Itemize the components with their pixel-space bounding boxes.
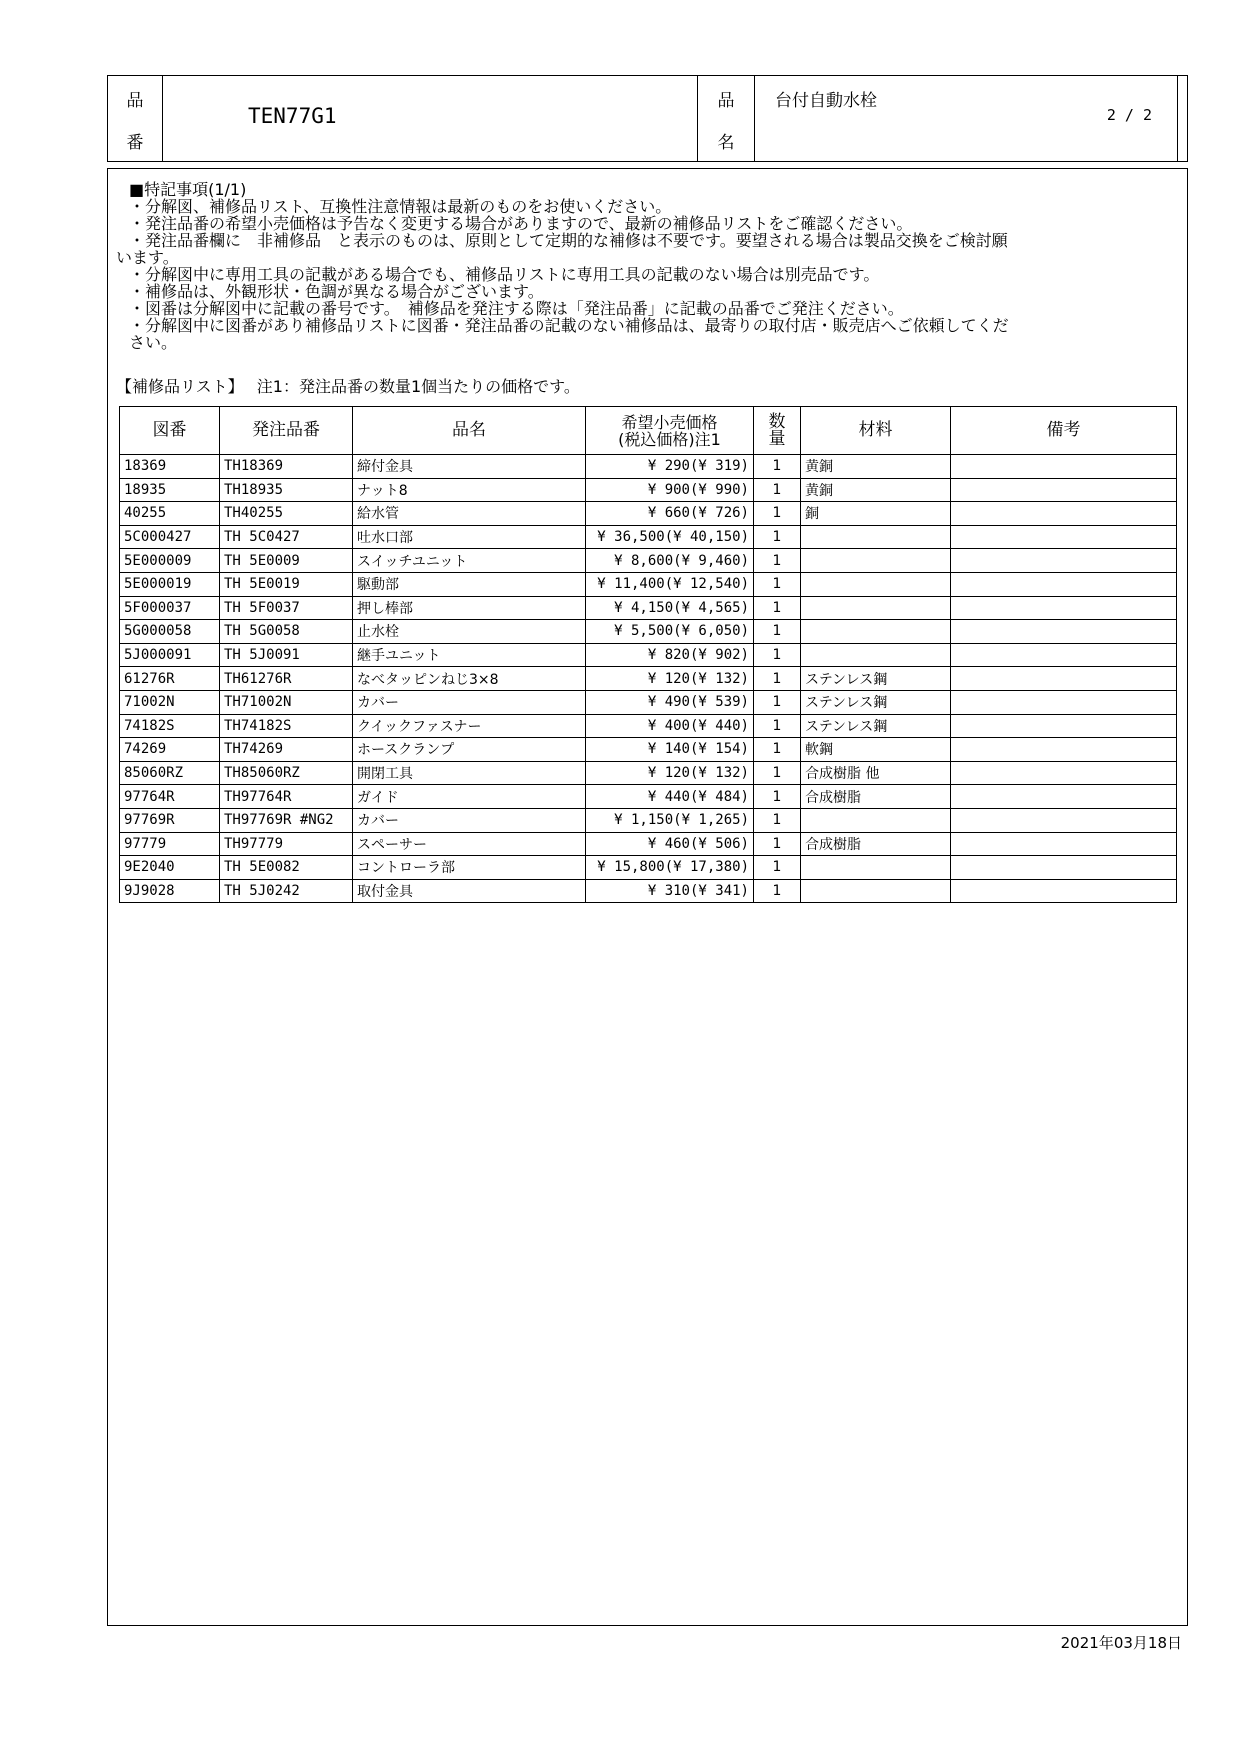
cell-figure-no: 97779 [120,832,220,856]
product-name-label-1: 品 [717,91,735,111]
table-row [120,478,1177,502]
table-row [120,502,1177,526]
header-price-line2: (税込価格)注1 [618,429,721,449]
cell-qty: 1 [754,738,801,762]
cell-qty: 1 [754,620,801,644]
cell-name: 取付金具 [353,879,586,903]
note-line: さい。 [129,333,178,352]
cell-material [801,856,951,880]
cell-remarks [951,690,1177,714]
cell-price: ¥ 660(¥ 726) [586,502,754,526]
header-order-no: 発注品番 [220,407,353,455]
cell-material: 合成樹脂 [801,785,951,809]
cell-qty: 1 [754,785,801,809]
cell-figure-no: 5E000009 [120,549,220,573]
cell-remarks [951,785,1177,809]
cell-price: ¥ 140(¥ 154) [586,738,754,762]
cell-remarks [951,714,1177,738]
cell-order-no: TH 5G0058 [220,620,353,644]
cell-order-no: TH 5E0009 [220,549,353,573]
content-box [107,168,1188,1626]
cell-name: スイッチユニット [353,549,586,573]
note-line: ・図番は分解図中に記載の番号です。 補修品を発注する際は「発注品番」に記載の品番でご発注ください。 [129,299,904,318]
cell-remarks [951,478,1177,502]
document-date: 2021年03月18日 [1060,1634,1182,1652]
cell-material [801,549,951,573]
cell-figure-no: 9E2040 [120,856,220,880]
cell-remarks [951,455,1177,479]
cell-remarks [951,620,1177,644]
cell-material [801,643,951,667]
table-row [120,455,1177,479]
note-line: ・発注品番欄に 非補修品 と表示のものは、原則として定期的な補修は不要です。要望される場合は製品交換をご検討願 [129,231,1008,250]
cell-figure-no: 40255 [120,502,220,526]
product-number-label-2: 番 [126,133,144,153]
cell-figure-no: 5C000427 [120,525,220,549]
cell-price: ¥ 36,500(¥ 40,150) [586,525,754,549]
cell-price: ¥ 400(¥ 440) [586,714,754,738]
cell-order-no: TH 5F0037 [220,596,353,620]
table-row [120,667,1177,691]
cell-material: ステンレス鋼 [801,667,951,691]
product-number: TEN77G1 [248,104,337,128]
note-line: ・分解図中に図番があり補修品リストに図番・発注品番の記載のない補修品は、最寄りの取付店・販売店へご依頼してくだ [129,316,1009,335]
table-row [120,761,1177,785]
cell-qty: 1 [754,832,801,856]
cell-material [801,879,951,903]
cell-name: 給水管 [353,502,586,526]
cell-name: 駆動部 [353,572,586,596]
cell-order-no: TH18369 [220,455,353,479]
cell-remarks [951,832,1177,856]
table-row [120,643,1177,667]
cell-qty: 1 [754,714,801,738]
cell-price: ¥ 8,600(¥ 9,460) [586,549,754,573]
header-price-line1: 希望小売価格 [621,412,718,432]
cell-name: 吐水口部 [353,525,586,549]
table-row [120,572,1177,596]
header-remarks: 備考 [951,407,1177,455]
header-qty [754,407,801,455]
cell-price: ¥ 15,800(¥ 17,380) [586,856,754,880]
table-header-row [120,407,1177,455]
cell-name: ガイド [353,785,586,809]
table-row [120,832,1177,856]
cell-figure-no: 61276R [120,667,220,691]
cell-name: 締付金具 [353,455,586,479]
cell-name: カバー [353,808,586,832]
cell-figure-no: 74182S [120,714,220,738]
cell-material: 銅 [801,502,951,526]
header-price [586,407,754,455]
cell-name: カバー [353,690,586,714]
cell-figure-no: 18935 [120,478,220,502]
cell-price: ¥ 120(¥ 132) [586,667,754,691]
cell-price: ¥ 120(¥ 132) [586,761,754,785]
product-number-label-cell [108,76,163,161]
cell-price: ¥ 900(¥ 990) [586,478,754,502]
cell-qty: 1 [754,478,801,502]
cell-price: ¥ 310(¥ 341) [586,879,754,903]
cell-name: なべタッピンねじ3×8 [353,667,586,691]
cell-name: ナット8 [353,478,586,502]
cell-remarks [951,738,1177,762]
notes-title: ■特記事項(1/1) [129,180,247,199]
cell-remarks [951,549,1177,573]
cell-figure-no: 5G000058 [120,620,220,644]
cell-order-no: TH97769R #NG2 [220,808,353,832]
cell-material: 合成樹脂 [801,832,951,856]
header-qty-line1: 数 [768,411,786,432]
product-name: 台付自動水栓 [775,91,877,111]
cell-price: ¥ 5,500(¥ 6,050) [586,620,754,644]
table-row [120,596,1177,620]
cell-name: ホースクランプ [353,738,586,762]
header-name: 品名 [353,407,586,455]
cell-figure-no: 97764R [120,785,220,809]
cell-price: ¥ 820(¥ 902) [586,643,754,667]
note-line: ・発注品番の希望小売価格は予告なく変更する場合がありますので、最新の補修品リストをご確認ください。 [129,214,913,233]
cell-qty: 1 [754,667,801,691]
cell-qty: 1 [754,525,801,549]
cell-order-no: TH 5E0082 [220,856,353,880]
cell-figure-no: 5E000019 [120,572,220,596]
cell-material: 軟鋼 [801,738,951,762]
cell-price: ¥ 460(¥ 506) [586,832,754,856]
cell-qty: 1 [754,596,801,620]
cell-material: 合成樹脂 他 [801,761,951,785]
cell-material [801,808,951,832]
cell-qty: 1 [754,761,801,785]
cell-name: 開閉工具 [353,761,586,785]
cell-price: ¥ 290(¥ 319) [586,455,754,479]
product-number-cell [163,76,698,161]
cell-order-no: TH61276R [220,667,353,691]
cell-material [801,525,951,549]
cell-qty: 1 [754,502,801,526]
cell-qty: 1 [754,690,801,714]
cell-figure-no: 85060RZ [120,761,220,785]
table-row [120,690,1177,714]
cell-material: 黄銅 [801,478,951,502]
cell-remarks [951,808,1177,832]
cell-order-no: TH97779 [220,832,353,856]
cell-qty: 1 [754,879,801,903]
header-material: 材料 [801,407,951,455]
note-line: ・分解図中に専用工具の記載がある場合でも、補修品リストに専用工具の記載のない場合は別売品です。 [129,265,880,284]
cell-material [801,620,951,644]
note-line: ・分解図、補修品リスト、互換性注意情報は最新のものをお使いください。 [129,197,672,216]
parts-table [119,406,1177,903]
cell-price: ¥ 4,150(¥ 4,565) [586,596,754,620]
cell-figure-no: 74269 [120,738,220,762]
header-box [107,75,1188,162]
table-row [120,879,1177,903]
product-number-label-1: 品 [126,91,144,111]
table-row [120,714,1177,738]
cell-qty: 1 [754,572,801,596]
cell-figure-no: 5J000091 [120,643,220,667]
cell-qty: 1 [754,808,801,832]
cell-qty: 1 [754,856,801,880]
cell-order-no: TH97764R [220,785,353,809]
table-row [120,620,1177,644]
cell-name: 押し棒部 [353,596,586,620]
cell-material [801,596,951,620]
table-row [120,808,1177,832]
cell-material: ステンレス鋼 [801,690,951,714]
cell-remarks [951,879,1177,903]
cell-figure-no: 5F000037 [120,596,220,620]
product-name-label-2: 名 [717,133,735,153]
header-qty-line2: 量 [768,428,786,449]
special-notes [116,181,1176,351]
cell-material: ステンレス鋼 [801,714,951,738]
cell-order-no: TH 5J0242 [220,879,353,903]
cell-order-no: TH18935 [220,478,353,502]
product-name-label-cell [698,76,755,161]
note-line: います。 [116,248,179,267]
cell-name: スペーサー [353,832,586,856]
cell-material: 黄銅 [801,455,951,479]
note-line: ・補修品は、外観形状・色調が異なる場合がございます。 [129,282,544,301]
table-row [120,785,1177,809]
table-row [120,549,1177,573]
cell-figure-no: 18369 [120,455,220,479]
cell-remarks [951,643,1177,667]
cell-remarks [951,856,1177,880]
cell-price: ¥ 490(¥ 539) [586,690,754,714]
header-figure-no: 図番 [120,407,220,455]
cell-price: ¥ 1,150(¥ 1,265) [586,808,754,832]
cell-remarks [951,525,1177,549]
cell-figure-no: 97769R [120,808,220,832]
cell-order-no: TH74182S [220,714,353,738]
table-row [120,738,1177,762]
cell-name: 継手ユニット [353,643,586,667]
cell-price: ¥ 440(¥ 484) [586,785,754,809]
cell-figure-no: 9J9028 [120,879,220,903]
cell-order-no: TH40255 [220,502,353,526]
page-number: 2 / 2 [1106,106,1152,124]
cell-name: コントローラ部 [353,856,586,880]
cell-qty: 1 [754,643,801,667]
cell-qty: 1 [754,455,801,479]
cell-order-no: TH 5C0427 [220,525,353,549]
cell-order-no: TH74269 [220,738,353,762]
cell-order-no: TH85060RZ [220,761,353,785]
cell-remarks [951,572,1177,596]
cell-name: クイックファスナー [353,714,586,738]
cell-material [801,572,951,596]
cell-order-no: TH 5J0091 [220,643,353,667]
cell-remarks [951,502,1177,526]
cell-order-no: TH71002N [220,690,353,714]
cell-price: ¥ 11,400(¥ 12,540) [586,572,754,596]
cell-figure-no: 71002N [120,690,220,714]
cell-remarks [951,667,1177,691]
table-row [120,856,1177,880]
cell-qty: 1 [754,549,801,573]
table-row [120,525,1177,549]
cell-order-no: TH 5E0019 [220,572,353,596]
parts-list-title: 【補修品リスト】 注1：発注品番の数量1個当たりの価格です。 [116,377,580,396]
cell-remarks [951,761,1177,785]
cell-remarks [951,596,1177,620]
cell-name: 止水栓 [353,620,586,644]
